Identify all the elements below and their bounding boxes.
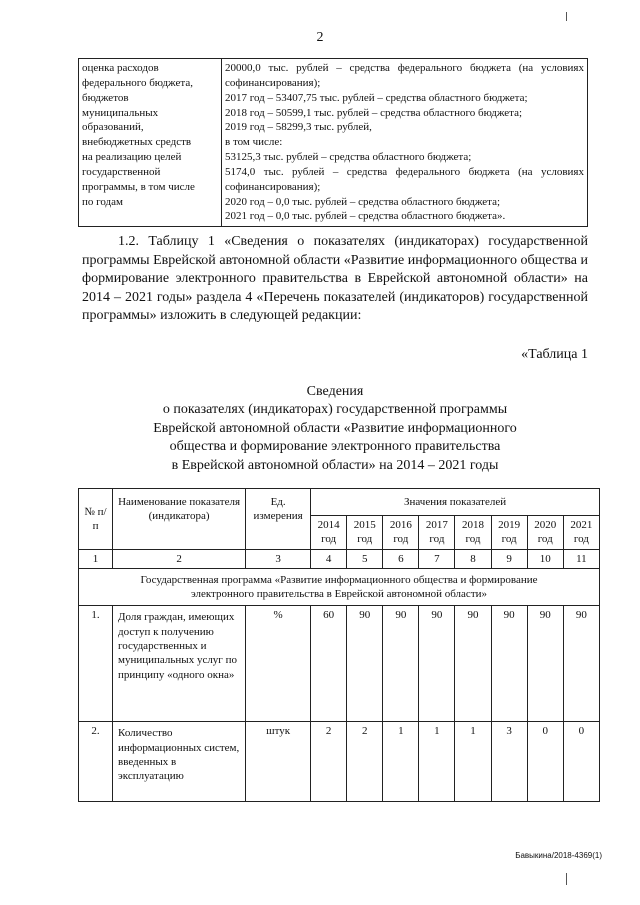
column-number: 11 bbox=[563, 549, 599, 568]
table-caption: «Таблица 1 bbox=[521, 347, 588, 362]
financing-label bbox=[79, 59, 222, 227]
row-value: 0 bbox=[527, 722, 563, 802]
financing-value-line: 2021 год – 0,0 тыс. рублей – средства областного бюджета». bbox=[225, 210, 506, 223]
financing-value-line: 2018 год – 50599,1 тыс. рублей – средства областного бюджета; bbox=[225, 106, 523, 119]
row-name: Доля граждан, имеющих доступ к получению государственных и муниципальных услуг по принципу «одного окна» bbox=[113, 606, 246, 722]
column-number: 10 bbox=[527, 549, 563, 568]
financing-value-line: 20000,0 тыс. рублей – средства федерального бюджета (на условиях софинансирования); bbox=[225, 62, 584, 89]
row-value: 1 bbox=[383, 722, 419, 802]
scan-mark bbox=[566, 12, 567, 21]
row-value: 90 bbox=[527, 606, 563, 722]
column-number: 5 bbox=[347, 549, 383, 568]
financing-value-line: в том числе: bbox=[225, 136, 283, 149]
financing-value-line: 2019 год – 58299,3 тыс. рублей, bbox=[225, 121, 372, 134]
financing-label-line: по годам bbox=[82, 195, 123, 208]
column-number: 9 bbox=[491, 549, 527, 568]
program-row bbox=[79, 568, 600, 606]
year-header: 2019 год bbox=[491, 516, 527, 550]
row-value: 60 bbox=[311, 606, 347, 722]
header-unit: Ед. измерения bbox=[246, 489, 311, 550]
row-value: 90 bbox=[563, 606, 599, 722]
heading-line: Еврейской автономной области «Развитие информационного bbox=[153, 420, 517, 436]
year-header: 2017 год bbox=[419, 516, 455, 550]
financing-values bbox=[222, 59, 588, 227]
row-value: 2 bbox=[347, 722, 383, 802]
row-value: 1 bbox=[419, 722, 455, 802]
row-unit: штук bbox=[246, 722, 311, 802]
row-value: 1 bbox=[455, 722, 491, 802]
column-number: 7 bbox=[419, 549, 455, 568]
financing-label-line: бюджетов bbox=[82, 91, 129, 104]
column-number: 8 bbox=[455, 549, 491, 568]
row-value: 90 bbox=[383, 606, 419, 722]
financing-table bbox=[78, 58, 588, 227]
table-row bbox=[79, 606, 600, 722]
row-value: 0 bbox=[563, 722, 599, 802]
heading-line: в Еврейской автономной области» на 2014 – 2021 годы bbox=[171, 457, 499, 473]
column-number: 1 bbox=[79, 549, 113, 568]
document-footer: Бавыкина/2018-4369(1) bbox=[515, 851, 602, 860]
heading-title: Сведения bbox=[306, 384, 364, 399]
column-number: 4 bbox=[311, 549, 347, 568]
financing-value-line: 53125,3 тыс. рублей – средства областного бюджета; bbox=[225, 151, 472, 164]
financing-value-line: 2017 год – 53407,75 тыс. рублей – средства областного бюджета; bbox=[225, 91, 528, 104]
row-value: 3 bbox=[491, 722, 527, 802]
row-value: 90 bbox=[419, 606, 455, 722]
year-header: 2021 год bbox=[563, 516, 599, 550]
row-value: 90 bbox=[491, 606, 527, 722]
financing-label-line: программы, в том числе bbox=[82, 180, 195, 193]
scan-mark bbox=[566, 873, 567, 885]
financing-label-line: государственной bbox=[82, 165, 161, 178]
financing-value-line: 5174,0 тыс. рублей – средства федерального бюджета (на условиях софинансирования); bbox=[225, 165, 584, 193]
program-title: Государственная программа «Развитие информационного общества и формирование электронного правительства в Еврейской автономной области» bbox=[79, 568, 600, 606]
table-heading bbox=[82, 383, 588, 475]
year-header: 2020 год bbox=[527, 516, 563, 550]
financing-label-line: внебюджетных средств bbox=[82, 136, 192, 149]
header-name: Наименование показателя (индикатора) bbox=[113, 489, 246, 550]
financing-label-line: образований, bbox=[82, 121, 144, 134]
financing-label-line: муниципальных bbox=[82, 106, 159, 119]
header-row bbox=[79, 489, 600, 516]
row-unit: % bbox=[246, 606, 311, 722]
financing-label-line: на реализацию целей bbox=[82, 151, 182, 164]
row-value: 90 bbox=[455, 606, 491, 722]
heading-line: о показателях (индикаторах) государственной программы bbox=[162, 402, 508, 418]
indicators-table bbox=[78, 488, 600, 802]
year-header: 2018 год bbox=[455, 516, 491, 550]
column-number: 2 bbox=[113, 549, 246, 568]
row-name: Количество информационных систем, введенных в эксплуатацию bbox=[113, 722, 246, 802]
year-header: 2016 год bbox=[383, 516, 419, 550]
financing-label-line: оценка расходов bbox=[82, 62, 159, 74]
amendment-paragraph: 1.2. Таблицу 1 «Сведения о показателях (индикаторах) государственной программы Еврейской автономной области «Развитие информационного общества и формирование электронного правительства в Еврейской автономной области» на 2014 – 2021 годы» раздела 4 «Перечень показателей (индикаторов) государственной программы» изложить в следующей редакции: bbox=[82, 234, 588, 324]
heading-line: общества и формирование электронного правительства bbox=[169, 439, 501, 455]
financing-value-line: 2020 год – 0,0 тыс. рублей – средства областного бюджета; bbox=[225, 195, 501, 208]
header-num: № п/п bbox=[79, 489, 113, 550]
column-number: 6 bbox=[383, 549, 419, 568]
financing-label-line: федерального бюджета, bbox=[82, 76, 193, 89]
table-row bbox=[79, 722, 600, 802]
year-header: 2014 год bbox=[311, 516, 347, 550]
header-values: Значения показателей bbox=[311, 489, 600, 516]
page-number: 2 bbox=[316, 30, 324, 45]
row-num: 2. bbox=[79, 722, 113, 802]
column-number-row bbox=[79, 549, 600, 568]
row-value: 2 bbox=[311, 722, 347, 802]
column-number: 3 bbox=[246, 549, 311, 568]
row-value: 90 bbox=[347, 606, 383, 722]
row-num: 1. bbox=[79, 606, 113, 722]
year-header: 2015 год bbox=[347, 516, 383, 550]
